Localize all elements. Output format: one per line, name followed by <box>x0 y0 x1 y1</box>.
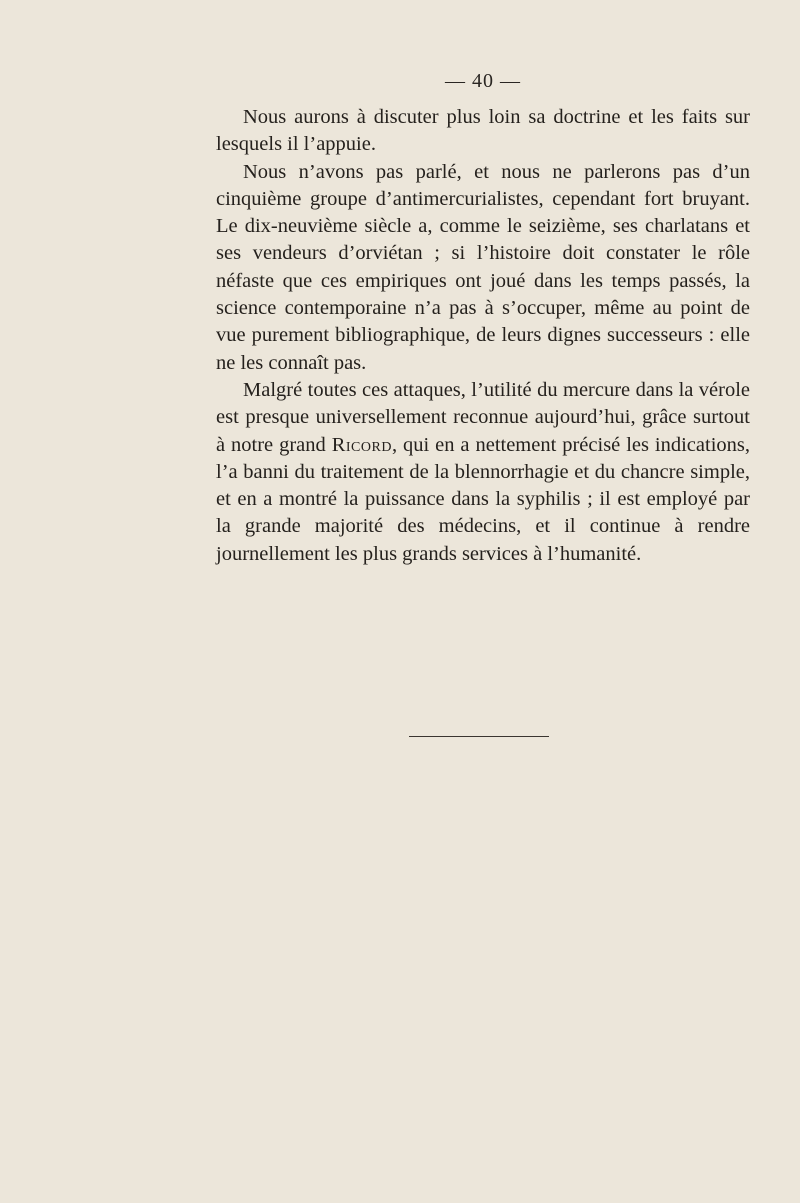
paragraph-3-after: , qui en a nettement précisé les indications, l’a banni du traitement de la blennorrhagie et du chancre simple, et en a montré la puissance dans la syphilis ; il est employé par la grande majorité des médecins, et il continue à rendre journellement les plus grands services à l’humanité. <box>216 433 751 565</box>
paragraph-3-before: Malgré toutes ces attaques, l’utilité du mercure dans la vérole est presque universellement reconnue aujourd’hui, grâce surtout à notre grand <box>216 378 750 456</box>
author-name-ricord: Ricord <box>331 433 392 456</box>
paragraph-3 <box>216 377 750 568</box>
end-of-section-rule <box>409 736 549 737</box>
page-number: — 40 — <box>445 70 521 92</box>
paragraph-1: Nous aurons à discuter plus loin sa doctrine et les faits sur lesquels il l’appuie. <box>216 106 750 156</box>
body-text <box>216 104 750 568</box>
paragraph-2: Nous n’avons pas parlé, et nous ne parlerons pas d’un cinquième groupe d’antimercurialistes, cependant fort bruyant. Le dix-neuvième siècle a, comme le seizième, ses charlatans et ses vendeurs d’orviétan ; si l’histoire doit constater le rôle néfaste que ces empiriques ont joué dans les temps passés, la science contemporaine n’a pas à s’occuper, même au point de vue purement bibliographique, de leurs dignes successeurs : elle ne les connaît pas. <box>216 160 750 374</box>
